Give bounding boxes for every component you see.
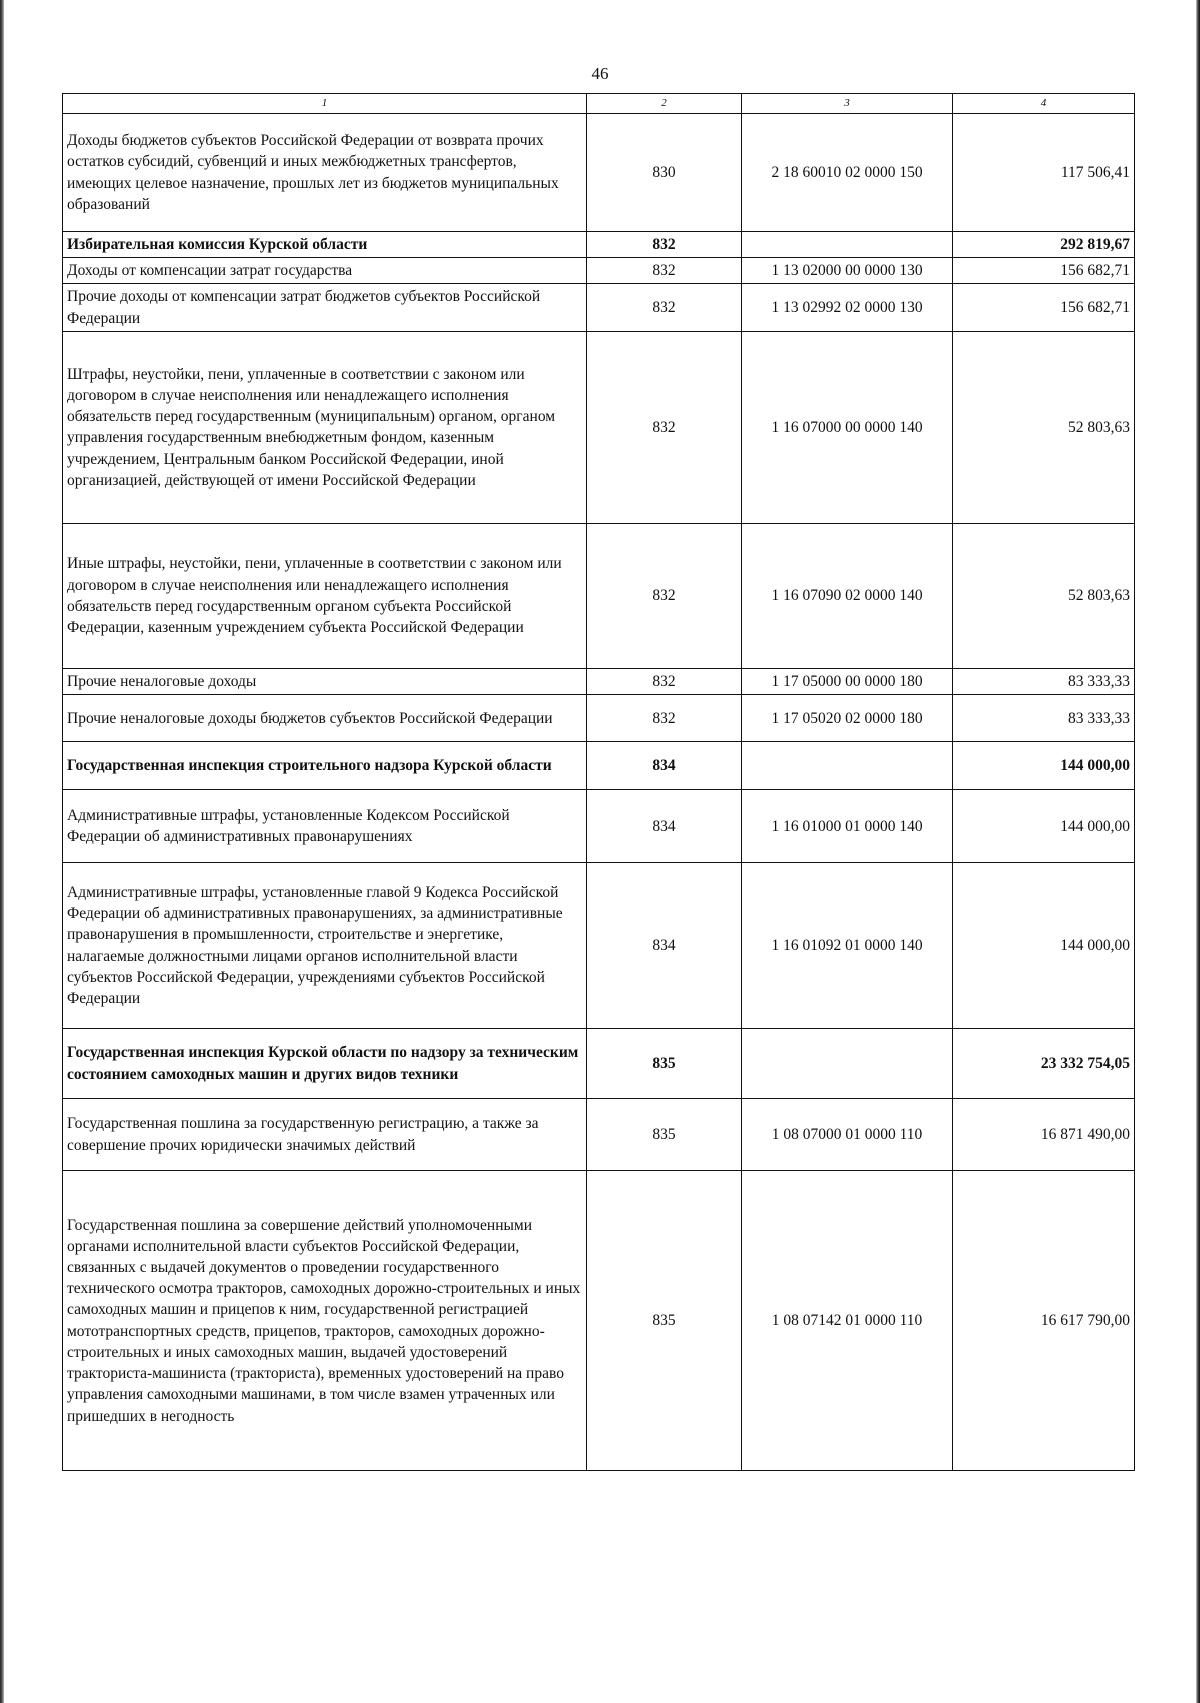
row-admin-code: 832 bbox=[587, 284, 742, 331]
row-name: Прочие неналоговые доходы bbox=[63, 668, 587, 694]
row-admin-code: 834 bbox=[587, 790, 742, 863]
row-amount: 52 803,63 bbox=[953, 523, 1135, 668]
row-amount: 23 332 754,05 bbox=[953, 1029, 1135, 1099]
row-budget-code: 1 16 07090 02 0000 140 bbox=[742, 523, 953, 668]
table-row bbox=[63, 114, 1135, 232]
row-name: Государственная пошлина за совершение действий уполномоченными органами исполнительной власти субъектов Российской Федерации, связанных с выдачей документов о проведении государственного технического осмотра тракторов, самоходных дорожно-строительных и иных самоходных машин и прицепов к ним, государственной регистрацией мототранспортных средств, прицепов, тракторов, самоходных дорожно-строительных и иных самоходных машин, выдачей удостоверений тракториста-машиниста (тракториста), временных удостоверений на право управления самоходными машинами, в том числе взамен утраченных или пришедших в негодность bbox=[63, 1171, 587, 1471]
row-name: Избирательная комиссия Курской области bbox=[63, 232, 587, 258]
row-amount: 156 682,71 bbox=[953, 258, 1135, 284]
budget-revenue-table bbox=[62, 93, 1135, 1471]
column-number-row bbox=[63, 94, 1135, 114]
table-row bbox=[63, 863, 1135, 1029]
row-name: Государственная инспекция строительного надзора Курской области bbox=[63, 742, 587, 790]
row-amount: 52 803,63 bbox=[953, 331, 1135, 523]
row-amount: 144 000,00 bbox=[953, 790, 1135, 863]
row-name: Прочие доходы от компенсации затрат бюджетов субъектов Российской Федерации bbox=[63, 284, 587, 331]
row-name: Иные штрафы, неустойки, пени, уплаченные в соответствии с законом или договором в случае неисполнения или ненадлежащего исполнения обязательств перед государственным органом субъекта Российской Федерации, казенным учреждением субъекта Российской Федерации bbox=[63, 523, 587, 668]
row-amount: 117 506,41 bbox=[953, 114, 1135, 232]
row-budget-code: 1 16 01092 01 0000 140 bbox=[742, 863, 953, 1029]
row-admin-code: 835 bbox=[587, 1171, 742, 1471]
row-name: Государственная пошлина за государственную регистрацию, а также за совершение прочих юридически значимых действий bbox=[63, 1099, 587, 1171]
table-row bbox=[63, 284, 1135, 331]
scan-edge-left bbox=[0, 0, 4, 1703]
table-row bbox=[63, 790, 1135, 863]
table-row bbox=[63, 232, 1135, 258]
row-budget-code bbox=[742, 1029, 953, 1099]
table-row bbox=[63, 668, 1135, 694]
table-row bbox=[63, 331, 1135, 523]
row-admin-code: 832 bbox=[587, 523, 742, 668]
row-budget-code bbox=[742, 232, 953, 258]
row-name: Государственная инспекция Курской области по надзору за техническим состоянием самоходных машин и других видов техники bbox=[63, 1029, 587, 1099]
table-row bbox=[63, 742, 1135, 790]
row-admin-code: 832 bbox=[587, 258, 742, 284]
column-header-4: 4 bbox=[953, 94, 1135, 114]
row-amount: 292 819,67 bbox=[953, 232, 1135, 258]
row-amount: 144 000,00 bbox=[953, 742, 1135, 790]
row-admin-code: 832 bbox=[587, 668, 742, 694]
row-budget-code: 1 13 02992 02 0000 130 bbox=[742, 284, 953, 331]
table-row bbox=[63, 1171, 1135, 1471]
row-budget-code: 1 16 07000 00 0000 140 bbox=[742, 331, 953, 523]
row-amount: 83 333,33 bbox=[953, 668, 1135, 694]
row-budget-code: 1 13 02000 00 0000 130 bbox=[742, 258, 953, 284]
row-budget-code: 1 17 05020 02 0000 180 bbox=[742, 695, 953, 742]
row-amount: 156 682,71 bbox=[953, 284, 1135, 331]
table-row bbox=[63, 1029, 1135, 1099]
row-name: Доходы от компенсации затрат государства bbox=[63, 258, 587, 284]
row-name: Доходы бюджетов субъектов Российской Федерации от возврата прочих остатков субсидий, субвенций и иных межбюджетных трансфертов, имеющих целевое назначение, прошлых лет из бюджетов муниципальных образований bbox=[63, 114, 587, 232]
row-budget-code: 1 08 07142 01 0000 110 bbox=[742, 1171, 953, 1471]
row-admin-code: 835 bbox=[587, 1099, 742, 1171]
row-budget-code bbox=[742, 742, 953, 790]
column-header-1: 1 bbox=[63, 94, 587, 114]
row-name: Штрафы, неустойки, пени, уплаченные в соответствии с законом или договором в случае неисполнения или ненадлежащего исполнения обязательств перед государственным (муниципальным) органом, органом управления государственным внебюджетным фондом, казенным учреждением, Центральным банком Российской Федерации, иной организацией, действующей от имени Российской Федерации bbox=[63, 331, 587, 523]
page-number: 46 bbox=[591, 64, 609, 83]
row-budget-code: 1 17 05000 00 0000 180 bbox=[742, 668, 953, 694]
row-name: Прочие неналоговые доходы бюджетов субъектов Российской Федерации bbox=[63, 695, 587, 742]
row-amount: 144 000,00 bbox=[953, 863, 1135, 1029]
row-admin-code: 832 bbox=[587, 232, 742, 258]
scan-edge-right bbox=[1196, 0, 1200, 1703]
table-row bbox=[63, 258, 1135, 284]
row-amount: 16 871 490,00 bbox=[953, 1099, 1135, 1171]
table-row bbox=[63, 523, 1135, 668]
row-budget-code: 1 16 01000 01 0000 140 bbox=[742, 790, 953, 863]
row-admin-code: 832 bbox=[587, 331, 742, 523]
table-row bbox=[63, 695, 1135, 742]
row-admin-code: 834 bbox=[587, 863, 742, 1029]
row-admin-code: 830 bbox=[587, 114, 742, 232]
row-amount: 83 333,33 bbox=[953, 695, 1135, 742]
column-header-2: 2 bbox=[587, 94, 742, 114]
column-header-3: 3 bbox=[742, 94, 953, 114]
row-admin-code: 834 bbox=[587, 742, 742, 790]
row-admin-code: 835 bbox=[587, 1029, 742, 1099]
row-name: Административные штрафы, установленные главой 9 Кодекса Российской Федерации об административных правонарушениях, за административные правонарушения в промышленности, строительстве и энергетике, налагаемые должностными лицами органов исполнительной власти субъектов Российской Федерации, учреждениями субъектов Российской Федерации bbox=[63, 863, 587, 1029]
row-budget-code: 2 18 60010 02 0000 150 bbox=[742, 114, 953, 232]
row-admin-code: 832 bbox=[587, 695, 742, 742]
row-amount: 16 617 790,00 bbox=[953, 1171, 1135, 1471]
table-row bbox=[63, 1099, 1135, 1171]
row-name: Административные штрафы, установленные Кодексом Российской Федерации об административных правонарушениях bbox=[63, 790, 587, 863]
row-budget-code: 1 08 07000 01 0000 110 bbox=[742, 1099, 953, 1171]
